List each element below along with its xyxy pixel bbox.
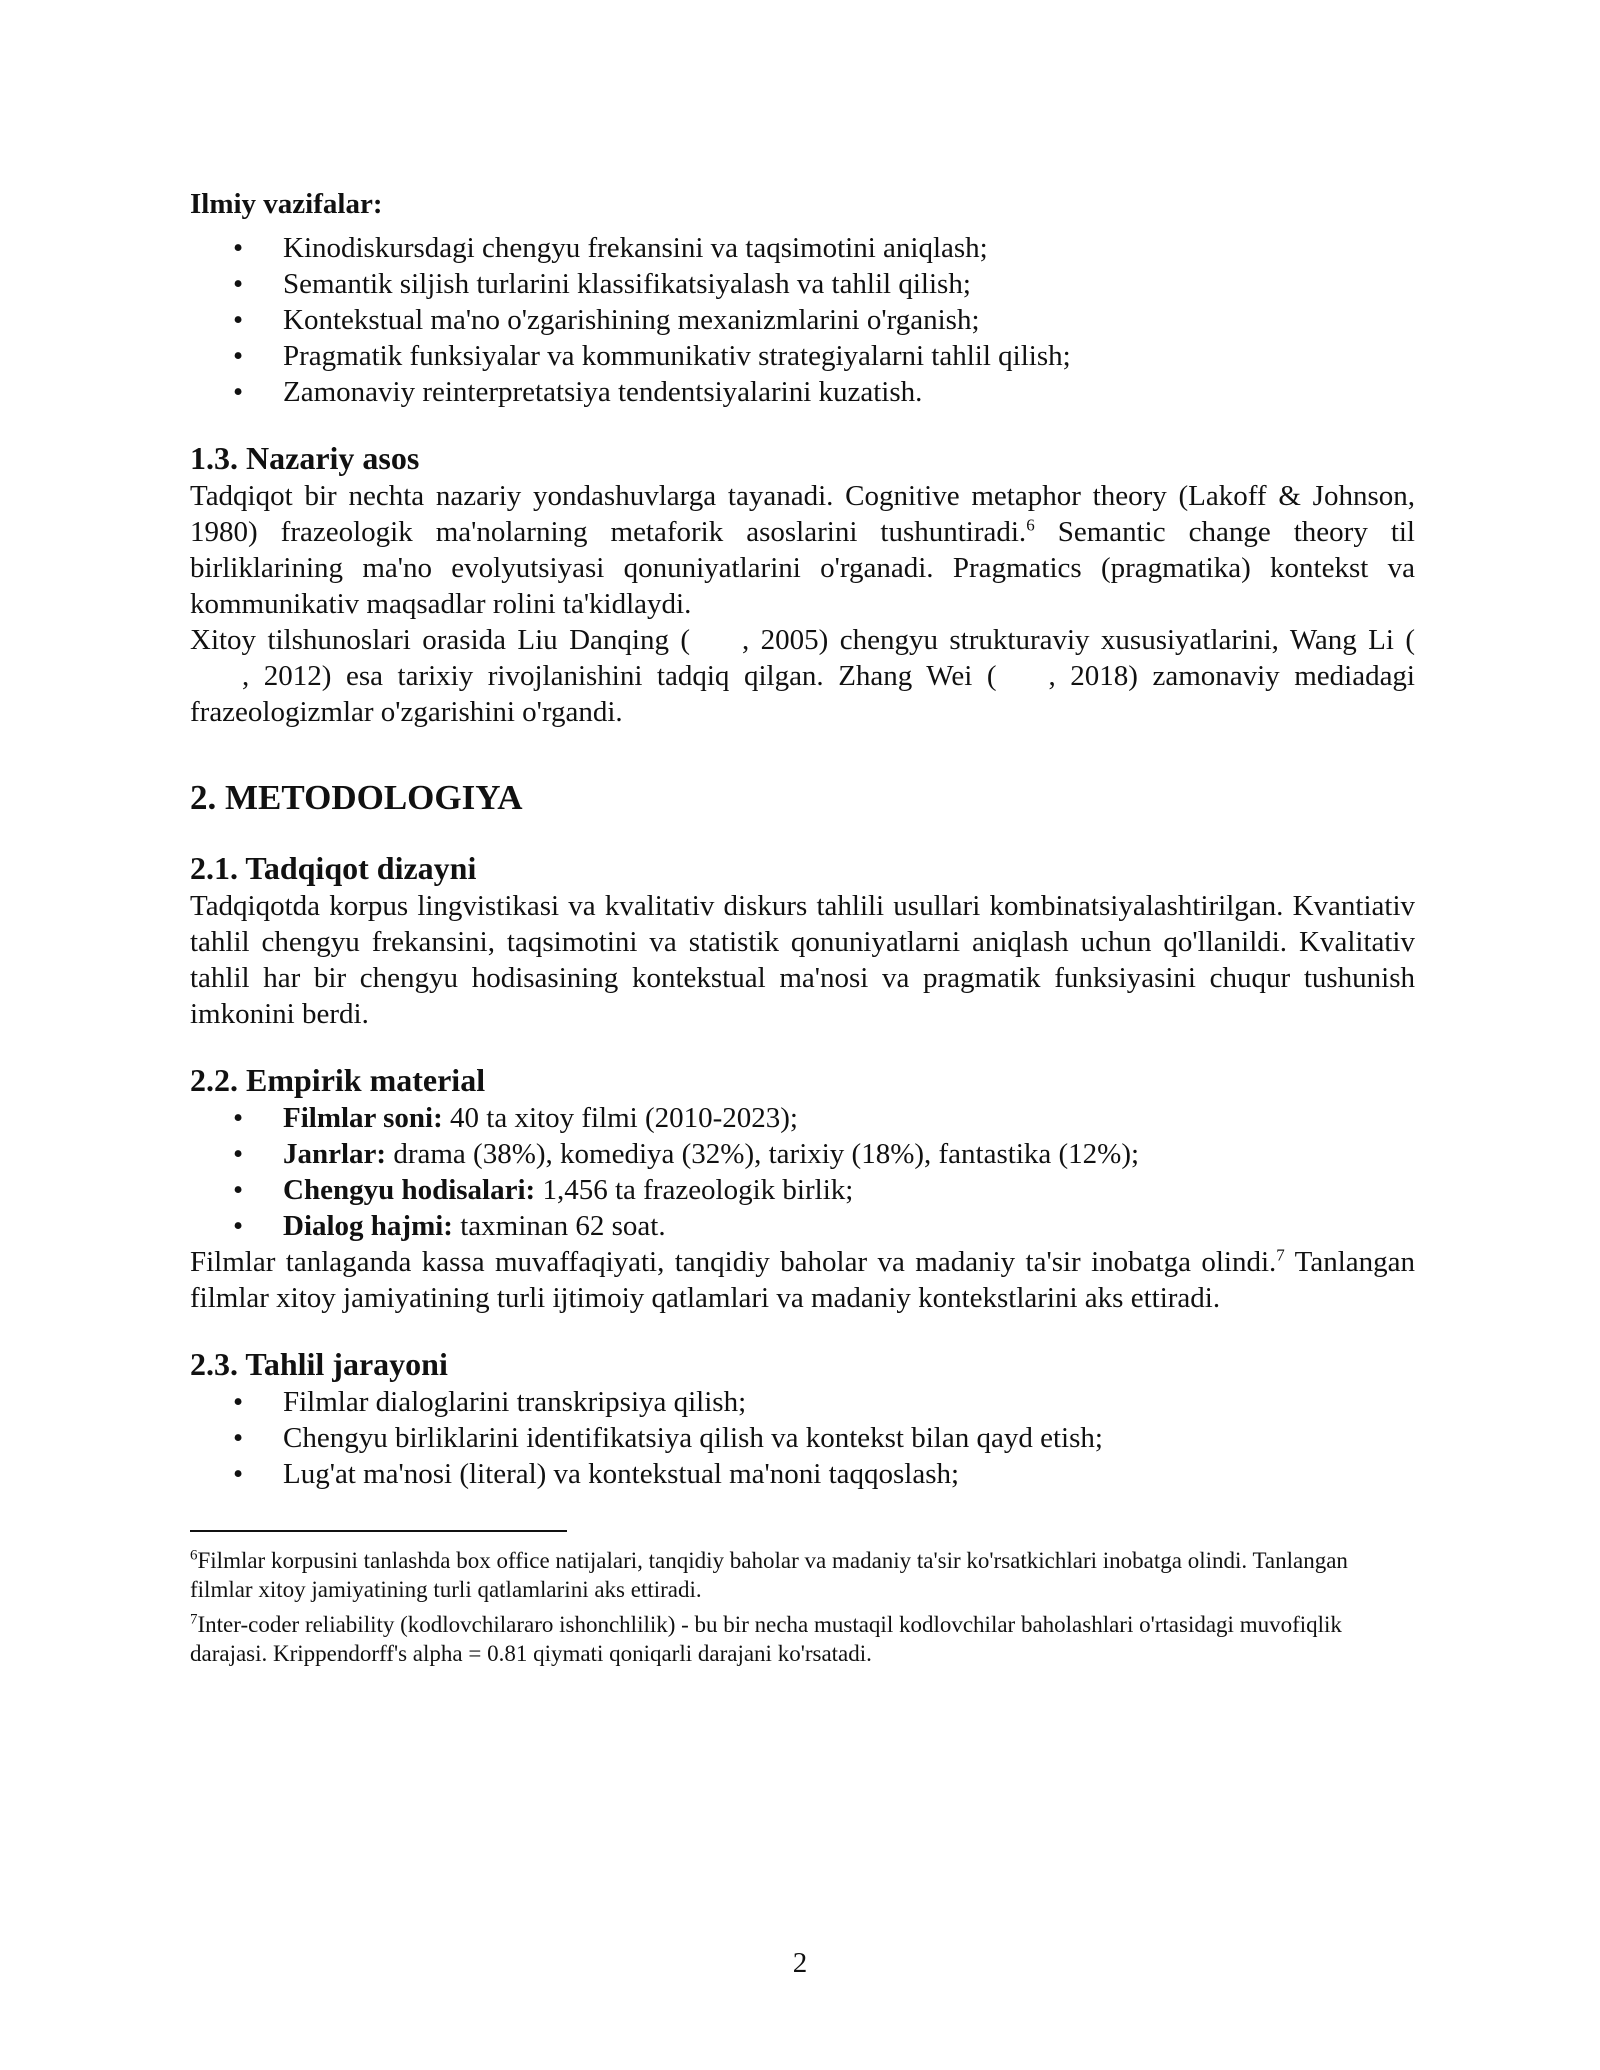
list-item: • Semantik siljish turlarini klassifikatsiyalash va tahlil qilish; bbox=[283, 266, 1415, 302]
item-text: drama (38%), komediya (32%), tarixiy (18%), fantastika (12%); bbox=[386, 1138, 1140, 1170]
item-label: Dialog hajmi: bbox=[283, 1210, 453, 1242]
list-item: • Filmlar dialoglarini transkripsiya qilish; bbox=[283, 1384, 1415, 1420]
footnote-ref: 7 bbox=[1276, 1245, 1285, 1265]
theory-paragraph bbox=[190, 478, 1415, 622]
design-paragraph: Tadqiqotda korpus lingvistikasi va kvalitativ diskurs tahlili usullari kombinatsiyalashtirilgan. Kvantiativ tahlil chengyu frekansini, taqsimotini va statistik qonuniyatlarni aniqlash uchun qo'llanildi. Kvalitativ tahlil har bir chengyu hodisasining kontekstual ma'nosi va pragmatik funksiyasini chuqur tushunish imkonini berdi. bbox=[190, 890, 1415, 1030]
item-label: Chengyu hodisalari: bbox=[283, 1174, 536, 1206]
footnote-text: Filmlar korpusini tanlashda box office natijalari, tanqidiy baholar va madaniy ta'sir ko'rsatkichlari inobatga olindi. Tanlangan filmlar xitoy jamiyatining turli qatlamlarini aks ettiradi. bbox=[190, 1548, 1348, 1602]
item-label: Filmlar soni: bbox=[283, 1102, 443, 1134]
tasks-label: Ilmiy vazifalar: bbox=[190, 188, 383, 220]
list-item bbox=[283, 1208, 1415, 1244]
item-text: 1,456 ta frazeologik birlik; bbox=[535, 1174, 854, 1206]
item-label: Janrlar: bbox=[283, 1138, 387, 1170]
footnote-mark: 6 bbox=[190, 1547, 198, 1564]
footnote-text: Inter-coder reliability (kodlovchilararo ishonchlilik) - bu bir necha mustaqil kodlovchilar baholashlari o'rtasidagi muvofiqlik darajasi. Krippendorff's alpha = 0.81 qiymati qoniqarli darajani ko'rsatadi. bbox=[190, 1612, 1342, 1666]
list-item: • Zamonaviy reinterpretatsiya tendentsiyalarini kuzatish. bbox=[283, 374, 1415, 410]
section-heading-2-3: 2.3. Tahlil jarayoni bbox=[190, 1346, 448, 1382]
paragraph-text: Xitoy tilshunoslari orasida Liu Danqing ( bbox=[190, 624, 691, 656]
tasks-list bbox=[190, 230, 1415, 410]
footnote-ref: 6 bbox=[1026, 515, 1035, 535]
footnote bbox=[190, 1546, 1415, 1604]
list-item: • Lug'at ma'nosi (literal) va kontekstual ma'noni taqqoslash; bbox=[283, 1456, 1415, 1492]
item-text: 40 ta xitoy filmi (2010-2023); bbox=[442, 1102, 798, 1134]
footnote bbox=[190, 1610, 1415, 1668]
paragraph-text: , 2012) esa tarixiy rivojlanishini tadqiq qilgan. Zhang Wei ( bbox=[242, 660, 997, 692]
section-heading-2-1: 2.1. Tadqiqot dizayni bbox=[190, 850, 477, 886]
section-heading-2: 2. METODOLOGIYA bbox=[190, 778, 523, 817]
list-item: • Kontekstual ma'no o'zgarishining mexanizmlarini o'rganish; bbox=[283, 302, 1415, 338]
item-text: taxminan 62 soat. bbox=[452, 1210, 666, 1242]
list-item bbox=[283, 1172, 1415, 1208]
footnote-separator bbox=[190, 1530, 567, 1532]
list-item bbox=[283, 1100, 1415, 1136]
list-item: • Pragmatik funksiyalar va kommunikativ strategiyalarni tahlil qilish; bbox=[283, 338, 1415, 374]
analysis-steps-list bbox=[190, 1384, 1415, 1492]
footnote-mark: 7 bbox=[190, 1611, 198, 1628]
section-heading-2-2: 2.2. Empirik material bbox=[190, 1062, 486, 1098]
list-item bbox=[283, 1136, 1415, 1172]
page-number: 2 bbox=[792, 1947, 808, 1979]
paragraph-text: Filmlar tanlaganda kassa muvaffaqiyati, tanqidiy baholar va madaniy ta'sir inobatga olindi. bbox=[190, 1246, 1277, 1278]
paragraph-text: Tadqiqot bir nechta nazariy yondashuvlarga tayanadi. Cognitive metaphor theory (Lakoff & Johnson, 1980) frazeologik ma'nolarning metaforik asoslarini tushuntiradi. bbox=[190, 480, 1415, 548]
paragraph-text: Semantic change theory til birliklarining ma'no evolyutsiyasi qonuniyatlarini o'rganadi. Pragmatics (pragmatika) kontekst va kommunikativ maqsadlar rolini ta'kidlaydi. bbox=[190, 516, 1415, 620]
list-item: • Chengyu birliklarini identifikatsiya qilish va kontekst bilan qayd etish; bbox=[283, 1420, 1415, 1456]
paragraph-text: , 2005) chengyu strukturaviy xususiyatlarini, Wang Li ( bbox=[742, 624, 1415, 656]
paragraph-text: , 2018) zamonaviy mediadagi frazeologizmlar o'zgarishini o'rgandi. bbox=[190, 660, 1415, 728]
section-heading-1-3: 1.3. Nazariy asos bbox=[190, 440, 420, 476]
paragraph-text: Tanlangan filmlar xitoy jamiyatining turli ijtimoiy qatlamlari va madaniy kontekstlarini aks ettiradi. bbox=[190, 1246, 1415, 1314]
material-list bbox=[190, 1100, 1415, 1244]
list-item: • Kinodiskursdagi chengyu frekansini va taqsimotini aniqlash; bbox=[283, 230, 1415, 266]
linguists-paragraph bbox=[190, 622, 1415, 730]
selection-paragraph bbox=[190, 1244, 1415, 1316]
page-content bbox=[190, 186, 1415, 1668]
